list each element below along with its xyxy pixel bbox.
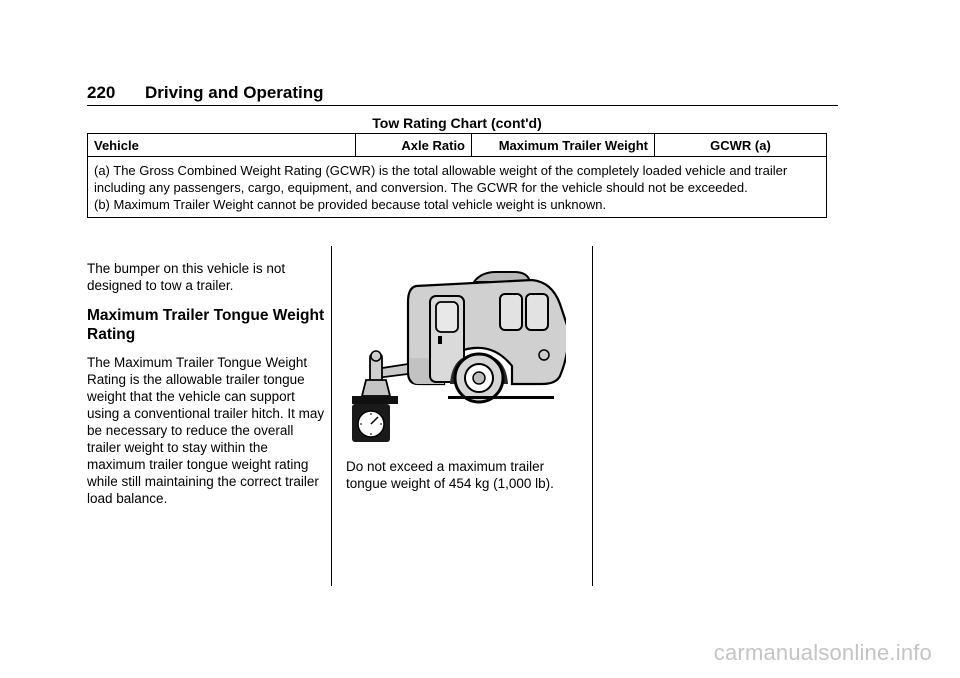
intro-paragraph: The bumper on this vehicle is not designed to tow a trailer. bbox=[87, 261, 286, 293]
column-header-vehicle: Vehicle bbox=[88, 134, 356, 157]
illustration-caption: Do not exceed a maximum trailer tongue weight of 454 kg (1,000 lb). bbox=[346, 459, 554, 491]
page-number: 220 bbox=[87, 83, 116, 102]
note-a: (a) The Gross Combined Weight Rating (GCWR) is the total allowable weight of the completely loaded vehicle and trailer including any passengers, cargo, equipment, and conversion. The GCWR for the vehicle should not be exceeded. bbox=[94, 163, 788, 195]
column-divider-right bbox=[592, 246, 593, 586]
table-header-row bbox=[88, 134, 827, 157]
column-header-axle-ratio: Axle Ratio bbox=[356, 134, 472, 157]
watermark: carmanualsonline.info bbox=[713, 640, 932, 665]
section-title: Driving and Operating bbox=[145, 83, 324, 102]
trailer-tongue-scale-illustration bbox=[346, 266, 566, 446]
page-header bbox=[87, 83, 838, 106]
column-header-gcwr: GCWR (a) bbox=[655, 134, 827, 157]
note-b: (b) Maximum Trailer Weight cannot be provided because total vehicle weight is unknown. bbox=[94, 197, 607, 212]
tow-rating-table bbox=[87, 133, 827, 218]
column-divider-left bbox=[331, 246, 332, 586]
column-one bbox=[87, 260, 327, 507]
body-paragraph: The Maximum Trailer Tongue Weight Rating is the allowable trailer tongue weight that the vehicle can support using a conventional trailer hitch. It may be necessary to reduce the overall trailer weight to stay within the maximum trailer tongue weight rating while still maintaining the correct trailer load balance. bbox=[87, 355, 325, 506]
section-heading: Maximum Trailer Tongue Weight Rating bbox=[87, 307, 325, 343]
table-notes-cell bbox=[88, 157, 827, 218]
table-title: Tow Rating Chart (cont'd) bbox=[372, 115, 542, 131]
table-notes-row bbox=[88, 157, 827, 218]
column-header-max-trailer-weight: Maximum Trailer Weight bbox=[472, 134, 655, 157]
